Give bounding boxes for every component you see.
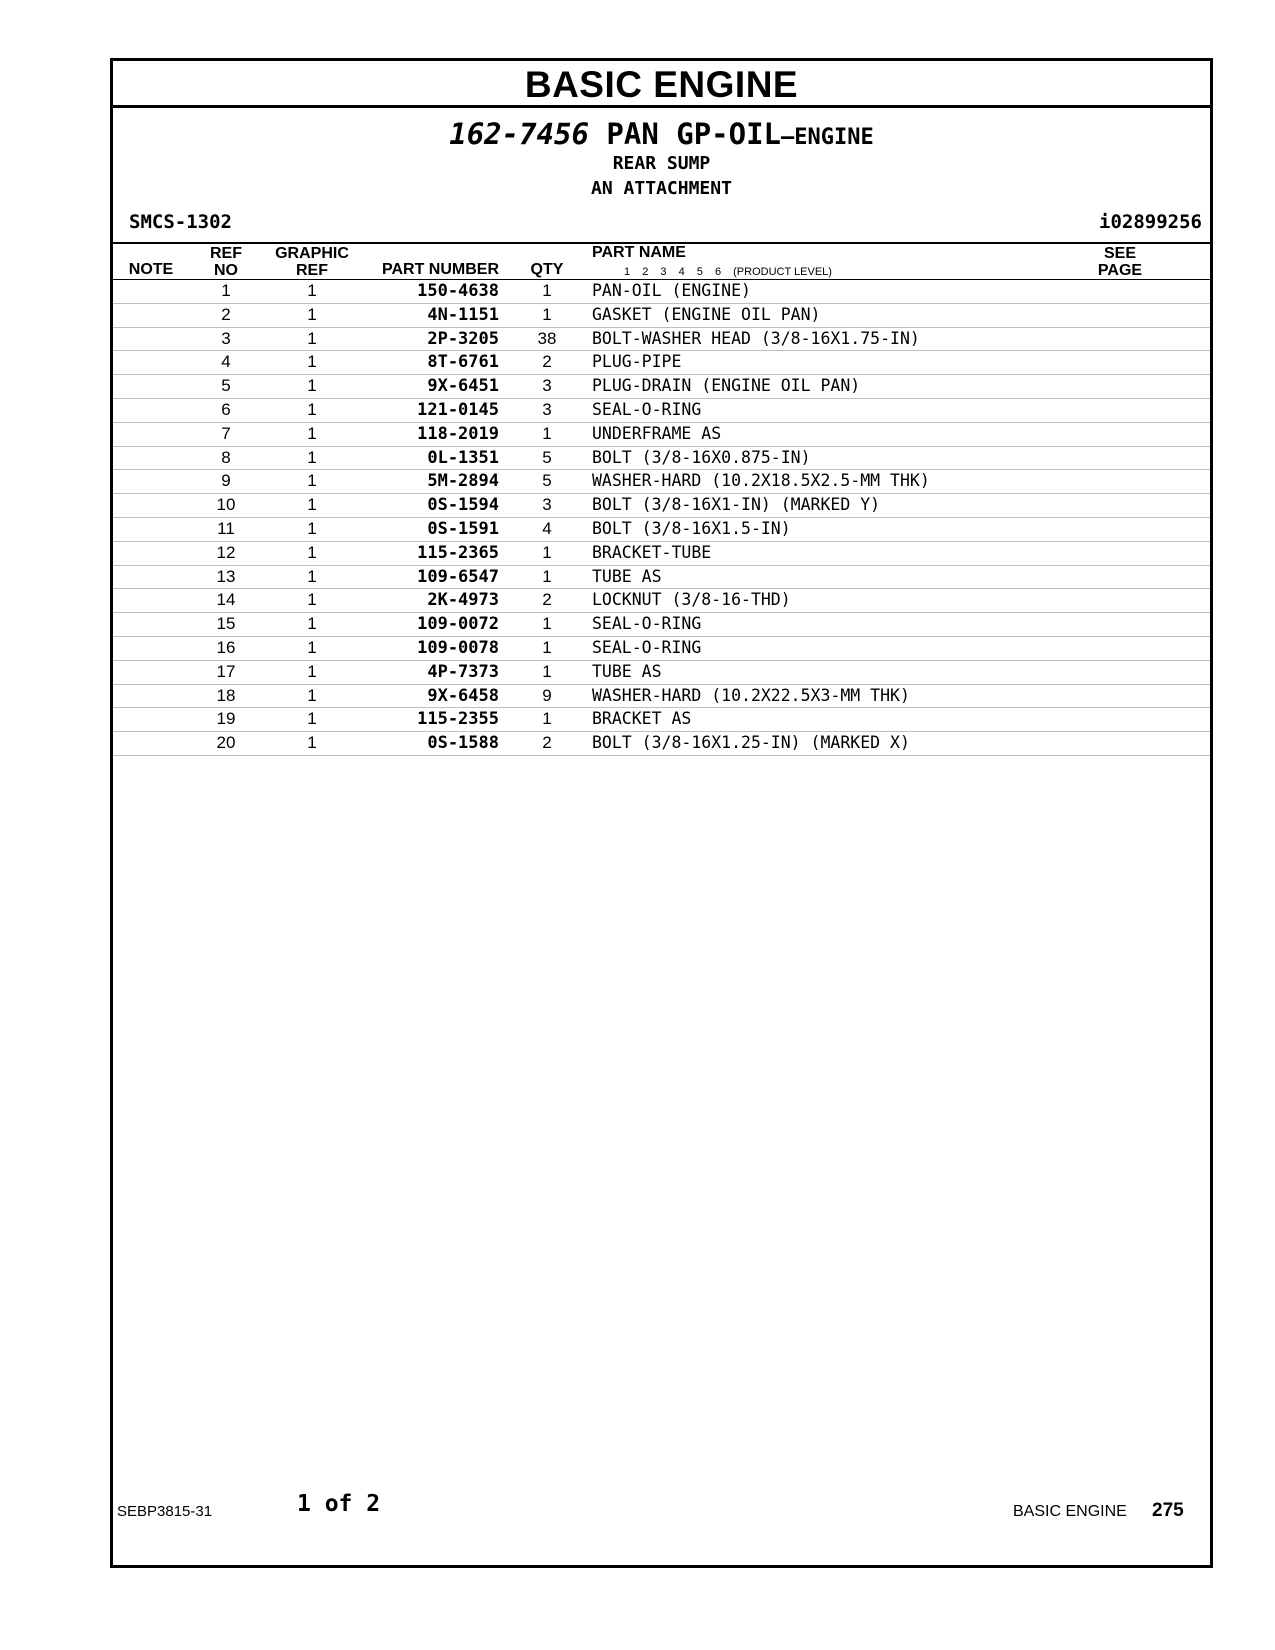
cell-part-name: LOCKNUT (3/8-16-THD) — [592, 590, 791, 610]
header-see-top: SEE — [1103, 245, 1136, 262]
cell-graphic-ref: 1 — [307, 542, 317, 562]
cell-graphic-ref: 1 — [307, 304, 317, 324]
cell-part-number: 109-0072 — [417, 614, 499, 635]
cell-qty: 2 — [542, 733, 552, 753]
cell-qty: 2 — [542, 352, 552, 372]
table-row — [113, 399, 1210, 423]
cell-ref-no: 5 — [221, 376, 231, 396]
cell-part-name: WASHER-HARD (10.2X18.5X2.5-MM THK) — [592, 471, 930, 491]
cell-qty: 1 — [542, 709, 552, 729]
cell-graphic-ref: 1 — [307, 614, 317, 634]
table-row — [113, 447, 1210, 471]
cell-part-number: 4P-7373 — [427, 661, 499, 682]
cell-part-number: 115-2365 — [417, 542, 499, 563]
cell-qty: 1 — [542, 637, 552, 657]
cell-qty: 2 — [542, 590, 552, 610]
cell-graphic-ref: 1 — [307, 423, 317, 443]
table-row — [113, 708, 1210, 732]
cell-qty: 3 — [542, 399, 552, 419]
cell-ref-no: 10 — [216, 495, 236, 515]
cell-ref-no: 12 — [216, 542, 236, 562]
cell-graphic-ref: 1 — [307, 328, 317, 348]
cell-part-number: 9X-6451 — [427, 376, 499, 397]
cell-part-number: 0S-1588 — [427, 733, 499, 754]
cell-ref-no: 3 — [221, 328, 231, 348]
cell-part-number: 5M-2894 — [427, 471, 499, 492]
cell-ref-no: 2 — [221, 304, 231, 324]
cell-part-name: PLUG-PIPE — [592, 352, 682, 372]
cell-graphic-ref: 1 — [307, 709, 317, 729]
group-subtitle-1: REAR SUMP — [612, 153, 711, 174]
table-row — [113, 589, 1210, 613]
cell-graphic-ref: 1 — [307, 281, 317, 300]
cell-qty: 1 — [542, 542, 552, 562]
header-qty: QTY — [530, 261, 564, 278]
cell-qty: 4 — [542, 518, 552, 538]
cell-qty: 1 — [542, 423, 552, 443]
cell-ref-no: 19 — [216, 709, 236, 729]
cell-part-number: 121-0145 — [417, 399, 499, 420]
cell-part-name: SEAL-O-RING — [592, 637, 702, 657]
cell-part-name: PLUG-DRAIN (ENGINE OIL PAN) — [592, 376, 861, 396]
cell-ref-no: 17 — [216, 661, 236, 681]
cell-ref-no: 13 — [216, 566, 236, 586]
table-row — [113, 566, 1210, 590]
footer-section-name: BASIC ENGINE — [1013, 1503, 1127, 1520]
page-frame — [110, 58, 1213, 1568]
footer-page-of: 1 of 2 — [297, 1491, 381, 1517]
footer-page-number: 275 — [1152, 1500, 1184, 1521]
cell-graphic-ref: 1 — [307, 518, 317, 538]
cell-part-number: 109-6547 — [417, 566, 499, 587]
cell-part-name: BRACKET AS — [592, 709, 692, 729]
document-ident: i02899256 — [1099, 211, 1202, 233]
header-product-levels — [624, 266, 841, 278]
header-part-number: PART NUMBER — [381, 261, 499, 278]
cell-part-name: BOLT (3/8-16X1.25-IN) (MARKED X) — [592, 733, 910, 753]
cell-ref-no: 6 — [221, 399, 231, 419]
cell-qty: 3 — [542, 376, 552, 396]
cell-qty: 1 — [542, 661, 552, 681]
parts-table — [113, 280, 1210, 756]
cell-part-name: BRACKET-TUBE — [592, 542, 712, 562]
cell-part-name: BOLT (3/8-16X1-IN) (MARKED Y) — [592, 495, 881, 515]
table-row — [113, 613, 1210, 637]
group-number: 162-7456 — [449, 117, 589, 151]
cell-part-number: 0S-1591 — [427, 518, 499, 539]
cell-part-number: 2K-4973 — [427, 590, 499, 611]
table-row — [113, 661, 1210, 685]
table-row — [113, 280, 1210, 304]
cell-part-number: 2P-3205 — [427, 328, 499, 349]
level-4: 4 — [678, 266, 685, 278]
table-row — [113, 518, 1210, 542]
cell-part-number: 0S-1594 — [427, 495, 499, 516]
level-5: 5 — [696, 266, 703, 278]
cell-qty: 3 — [542, 495, 552, 515]
table-row — [113, 351, 1210, 375]
cell-part-name: BOLT (3/8-16X0.875-IN) — [592, 447, 811, 467]
header-ref-top: REF — [210, 245, 242, 262]
cell-ref-no: 15 — [216, 614, 236, 634]
cell-ref-no: 20 — [216, 733, 236, 753]
cell-part-name: GASKET (ENGINE OIL PAN) — [592, 304, 821, 324]
cell-qty: 1 — [542, 566, 552, 586]
group-suffix: —ENGINE — [781, 125, 874, 150]
cell-graphic-ref: 1 — [307, 495, 317, 515]
group-title — [113, 117, 1210, 155]
cell-part-name: BOLT (3/8-16X1.5-IN) — [592, 518, 791, 538]
cell-ref-no: 14 — [216, 590, 236, 610]
level-3: 3 — [660, 266, 667, 278]
cell-part-number: 118-2019 — [417, 423, 499, 444]
cell-part-number: 4N-1151 — [427, 304, 499, 325]
cell-ref-no: 16 — [216, 637, 236, 657]
cell-ref-no: 11 — [217, 518, 235, 538]
header-graphic-ref — [273, 245, 351, 279]
cell-ref-no: 8 — [221, 447, 231, 467]
table-row — [113, 494, 1210, 518]
cell-qty: 38 — [537, 328, 557, 348]
cell-ref-no: 7 — [221, 423, 231, 443]
cell-part-name: SEAL-O-RING — [592, 399, 702, 419]
header-graphic-top: GRAPHIC — [275, 245, 349, 262]
cell-part-name: TUBE AS — [592, 566, 662, 586]
smcs-code: SMCS-1302 — [129, 211, 232, 233]
section-title: BASIC ENGINE — [113, 61, 1210, 108]
cell-part-name: UNDERFRAME AS — [592, 423, 722, 443]
table-row — [113, 375, 1210, 399]
group-subtitle-2: AN ATTACHMENT — [591, 178, 732, 199]
cell-part-name: TUBE AS — [592, 661, 662, 681]
cell-ref-no: 18 — [216, 685, 236, 705]
header-part-name: PART NAME — [592, 244, 686, 261]
cell-part-name: BOLT-WASHER HEAD (3/8-16X1.75-IN) — [592, 328, 920, 348]
cell-part-number: 150-4638 — [417, 281, 499, 301]
cell-graphic-ref: 1 — [307, 447, 317, 467]
cell-ref-no: 4 — [221, 352, 231, 372]
cell-qty: 1 — [542, 304, 552, 324]
table-row — [113, 304, 1210, 328]
level-1: 1 — [624, 266, 631, 278]
level-6: 6 — [714, 266, 722, 278]
table-row — [113, 637, 1210, 661]
cell-qty: 5 — [542, 447, 552, 467]
footer-doc-number: SEBP3815-31 — [117, 1503, 213, 1520]
cell-graphic-ref: 1 — [307, 733, 317, 753]
table-row — [113, 685, 1210, 709]
cell-part-number: 9X-6458 — [427, 685, 499, 706]
cell-part-number: 0L-1351 — [427, 447, 499, 468]
cell-part-name: WASHER-HARD (10.2X22.5X3-MM THK) — [592, 685, 910, 705]
cell-qty: 1 — [542, 614, 552, 634]
cell-part-number: 109-0078 — [417, 637, 499, 658]
header-see-page — [1091, 245, 1149, 279]
table-row — [113, 542, 1210, 566]
header-ref — [199, 245, 253, 279]
table-row — [113, 732, 1210, 756]
header-see-bottom: PAGE — [1097, 262, 1143, 279]
cell-qty: 9 — [542, 685, 552, 705]
cell-graphic-ref: 1 — [307, 637, 317, 657]
cell-part-number: 115-2355 — [417, 709, 499, 730]
cell-ref-no: 9 — [221, 471, 231, 491]
cell-graphic-ref: 1 — [307, 661, 317, 681]
header-ref-bottom: NO — [214, 262, 238, 279]
cell-graphic-ref: 1 — [307, 590, 317, 610]
cell-graphic-ref: 1 — [307, 352, 317, 372]
table-row — [113, 423, 1210, 447]
cell-graphic-ref: 1 — [307, 399, 317, 419]
level-2: 2 — [642, 266, 649, 278]
cell-qty: 5 — [542, 471, 552, 491]
cell-graphic-ref: 1 — [307, 471, 317, 491]
table-row — [113, 470, 1210, 494]
product-level-label: (PRODUCT LEVEL) — [733, 266, 832, 278]
cell-graphic-ref: 1 — [307, 376, 317, 396]
cell-graphic-ref: 1 — [307, 685, 317, 705]
cell-part-number: 8T-6761 — [427, 352, 499, 373]
cell-graphic-ref: 1 — [307, 566, 317, 586]
table-row — [113, 328, 1210, 352]
cell-qty: 1 — [542, 281, 552, 300]
cell-part-name: SEAL-O-RING — [592, 614, 702, 634]
header-note: NOTE — [128, 261, 174, 278]
group-name: PAN GP-OIL — [606, 117, 782, 151]
cell-ref-no: 1 — [221, 281, 231, 300]
cell-part-name: PAN-OIL (ENGINE) — [592, 281, 751, 300]
header-graphic-bottom: REF — [296, 262, 328, 279]
